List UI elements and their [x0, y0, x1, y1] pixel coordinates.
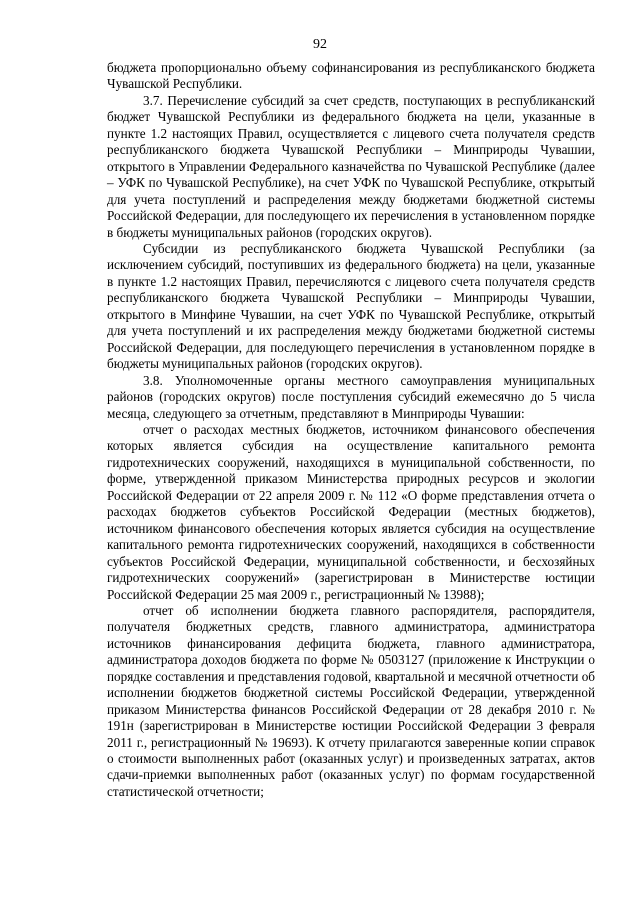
paragraph-budget-execution-report: отчет об исполнении бюджета главного распорядителя, распорядителя, получателя бюджетных средств, главного администратора, администратора источников финансирования дефицита бюджета, главного администратора, администратора доходов бюджета по форме № 0503127 (приложение к Инструкции о порядке составления и представления годовой, квартальной и месячной отчетности об исполнении бюджетов бюджетной системы Российской Федерации, утвержденной приказом Министерства финансов Российской Федерации от 28 декабря 2010 г. № 191н (зарегистрирован в Министерстве юстиции Российской Федерации 3 февраля 2011 г., регистрационный № 19693). К отчету прилагаются заверенные копии справок о стоимости выполненных работ (оказанных услуг) и произведенных затратах, актов сдачи-приемки выполненных работ (оказанных услуг) по формам государственной статистической отчетности; — [107, 602, 595, 799]
paragraph-continuation: бюджета пропорционально объему софинансирования из республиканского бюджета Чувашской Республики. — [107, 60, 595, 92]
page-number: 92 — [313, 37, 327, 52]
paragraph-3-8: 3.8. Уполномоченные органы местного самоуправления муниципальных районов (городских округов) после поступления субсидий ежемесячно до 5 числа месяца, следующего за отчетным, представляют в Минприроды Чувашии: — [107, 372, 595, 421]
paragraph-expense-report: отчет о расходах местных бюджетов, источником финансового обеспечения которых является субсидия на осуществление капитального ремонта гидротехнических сооружений, находящихся в муниципальной собственности, по форме, утвержденной приказом Министерства природных ресурсов и экологии Российской Федерации от 22 апреля 2009 г. № 112 «О форме представления отчета о расходах бюджетов субъектов Российской Федерации (местных бюджетов), источником финансового обеспечения которых является субсидия на осуществление капитального ремонта гидротехнических сооружений, находящихся в собственности субъектов Российской Федерации, муниципальной собственности, и бесхозяйных гидротехнических сооружений» (зарегистрирован в Министерстве юстиции Российской Федерации 25 мая 2009 г., регистрационный № 13988); — [107, 421, 595, 602]
paragraph-3-7: 3.7. Перечисление субсидий за счет средств, поступающих в республиканский бюджет Чувашской Республики из федерального бюджета на цели, указанные в пункте 1.2 настоящих Правил, осуществляется с лицевого счета получателя средств республиканского бюджета Чувашской Республики – Минприроды Чувашии, открытого в Управлении Федерального казначейства по Чувашской Республике (далее – УФК по Чувашской Республике), на счет УФК по Чувашской Республике, открытый для учета поступлений и распределения между бюджетами бюджетной системы Российской Федерации, для последующего их перечисления в установленном порядке в бюджеты муниципальных районов (городских округов). — [107, 92, 595, 240]
paragraph-subsidies: Субсидии из республиканского бюджета Чувашской Республики (за исключением субсидий, поступивших из федерального бюджета) на цели, указанные в пункте 1.2 настоящих Правил, перечисляются с лицевого счета получателя средств республиканского бюджета Чувашской Республики – Минприроды Чувашии, открытого в Минфине Чувашии, на счет УФК по Чувашской Республике, открытый для учета поступлений и их распределения между бюджетами бюджетной системы Российской Федерации, для последующего перечисления в установленном порядке в бюджеты муниципальных районов (городских округов). — [107, 240, 595, 372]
document-body — [107, 60, 595, 800]
